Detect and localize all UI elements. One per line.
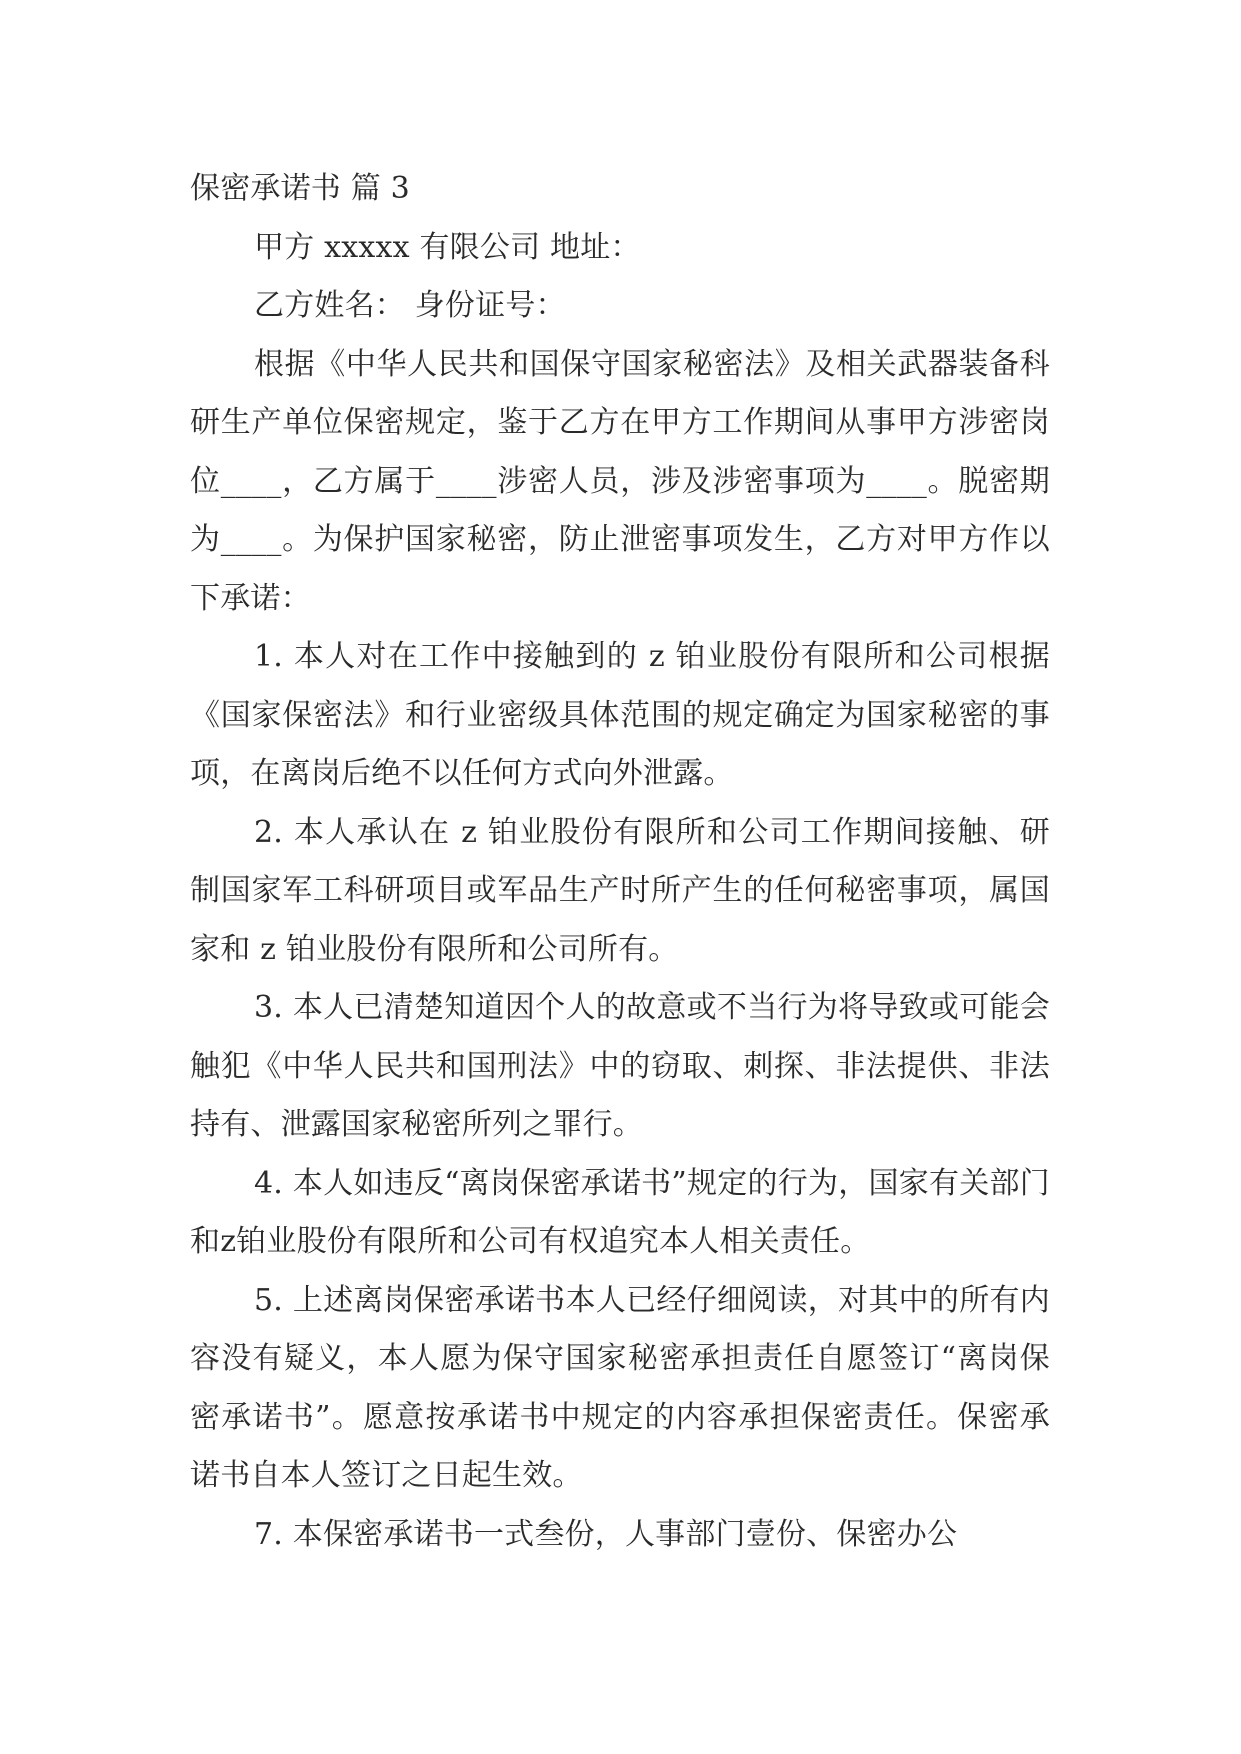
document-title: 保密承诺书 篇 3 — [190, 171, 410, 206]
clause-4: 4. 本人如违反“离岗保密承诺书”规定的行为，国家有关部门和z铂业股份有限所和公司有权追究本人相关责任。 — [190, 1165, 1050, 1259]
party-a-line: 甲方 xxxxx 有限公司 地址： — [254, 229, 641, 265]
document-page — [190, 160, 1050, 1564]
clause-2: 2. 本人承认在 z 铂业股份有限所和公司工作期间接触、研制国家军工科研项目或军品生产时所产生的任何秘密事项，属国家和 z 铂业股份有限所和公司所有。 — [190, 814, 1050, 967]
clause-5: 5. 上述离岗保密承诺书本人已经仔细阅读，对其中的所有内容没有疑义，本人愿为保守国家秘密承担责任自愿签订“离岗保密承诺书”。愿意按承诺书中规定的内容承担保密责任。保密承诺书自本人签订之日起生效。 — [190, 1282, 1050, 1493]
clause-7: 7. 本保密承诺书一式叁份，人事部门壹份、保密办公 — [254, 1516, 958, 1552]
party-b-line: 乙方姓名： 身份证号： — [254, 288, 566, 323]
intro-paragraph: 根据《中华人民共和国保守国家秘密法》及相关武器装备科研生产单位保密规定，鉴于乙方在甲方工作期间从事甲方涉密岗位____，乙方属于____涉密人员，涉及涉密事项为____。脱密期为____。为保护国家秘密，防止泄密事项发生，乙方对甲方作以下承诺： — [190, 346, 1050, 616]
clause-1: 1. 本人对在工作中接触到的 z 铂业股份有限所和公司根据《国家保密法》和行业密级具体范围的规定确定为国家秘密的事项，在离岗后绝不以任何方式向外泄露。 — [190, 639, 1050, 791]
clause-3: 3. 本人已清楚知道因个人的故意或不当行为将导致或可能会触犯《中华人民共和国刑法》中的窃取、刺探、非法提供、非法持有、泄露国家秘密所列之罪行。 — [190, 990, 1050, 1142]
